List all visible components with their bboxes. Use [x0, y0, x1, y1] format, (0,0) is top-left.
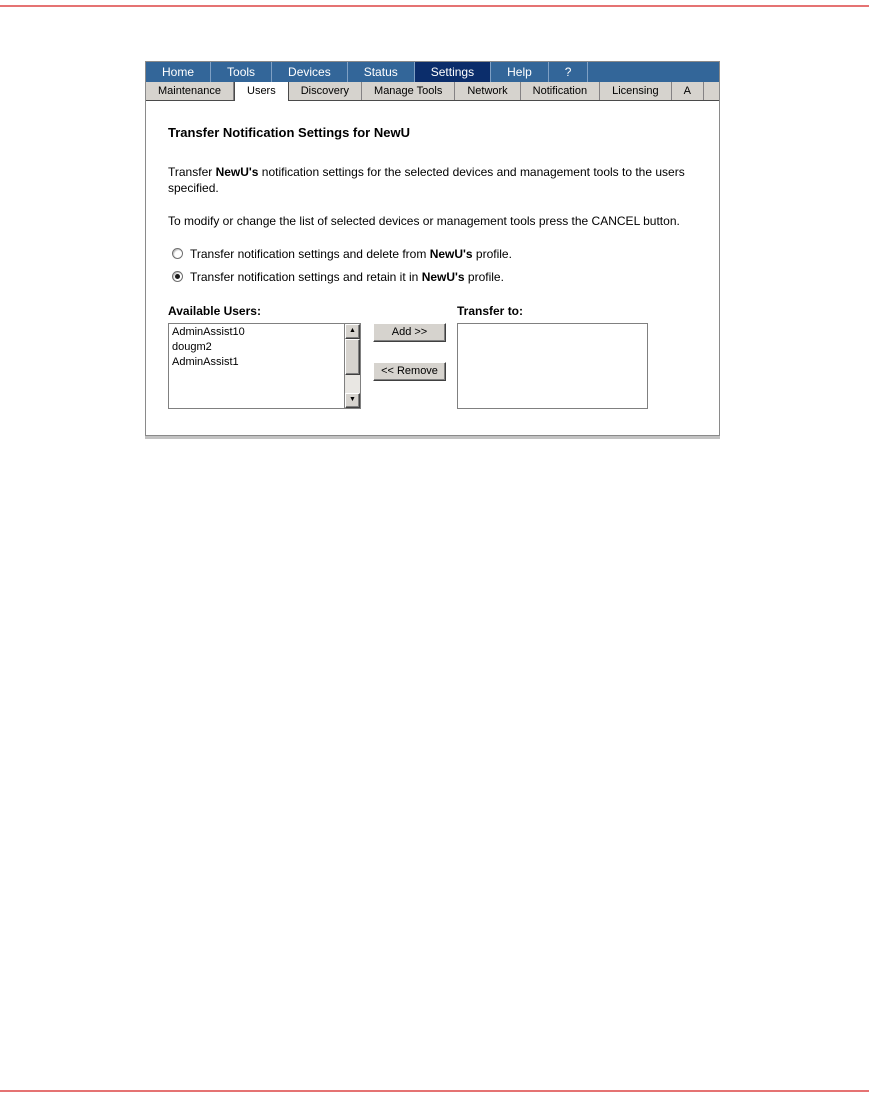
list-item[interactable]: dougm2: [172, 340, 212, 353]
transfer-buttons-column: [373, 304, 446, 381]
nav-tab-tools[interactable]: Tools: [211, 62, 272, 82]
intro-paragraph: Transfer NewU's notification settings for the selected devices and management tools to the users specified.: [168, 165, 685, 196]
listbox-scrollbar[interactable]: [344, 324, 360, 408]
nav-tab-status[interactable]: Status: [348, 62, 415, 82]
top-divider: [0, 5, 869, 7]
nav-tab-home[interactable]: Home: [146, 62, 211, 82]
subnav-tab-discovery[interactable]: Discovery: [289, 82, 362, 100]
available-users-listbox[interactable]: [168, 323, 361, 409]
list-item[interactable]: AdminAssist1: [172, 355, 239, 368]
radio-retain-icon[interactable]: [172, 271, 183, 282]
transfer-mode-radio-group: [168, 247, 697, 284]
nav-tab-devices[interactable]: Devices: [272, 62, 348, 82]
subnav-tab-network[interactable]: Network: [455, 82, 520, 100]
scrollbar-track[interactable]: [345, 375, 360, 393]
subnav-tab-truncated[interactable]: A: [672, 82, 704, 100]
scrollbar-thumb[interactable]: [345, 339, 360, 375]
radio-delete-from-profile[interactable]: [172, 247, 697, 261]
bottom-divider: [0, 1090, 869, 1092]
transfer-to-listbox[interactable]: [457, 323, 648, 409]
settings-content: [146, 101, 719, 435]
transfer-lists-row: [168, 304, 697, 409]
radio-delete-label: Transfer notification settings and delete from NewU's profile.: [190, 246, 512, 261]
radio-retain-in-profile[interactable]: [172, 270, 697, 284]
nav-tab-help[interactable]: Help: [491, 62, 549, 82]
primary-nav: [146, 62, 719, 82]
page-title: Transfer Notification Settings for NewU: [168, 125, 410, 140]
subnav-tab-users[interactable]: Users: [234, 82, 289, 101]
remove-button[interactable]: << Remove: [373, 362, 446, 381]
subnav-tab-maintenance[interactable]: Maintenance: [146, 82, 234, 100]
list-item[interactable]: AdminAssist10: [172, 325, 245, 338]
subnav-tab-manage-tools[interactable]: Manage Tools: [362, 82, 455, 100]
nav-filler: [588, 62, 719, 82]
secondary-nav: [146, 82, 719, 101]
scroll-up-icon[interactable]: ▲: [345, 324, 360, 339]
cancel-note-paragraph: To modify or change the list of selected devices or management tools press the CANCEL button.: [168, 214, 680, 229]
subnav-tab-licensing[interactable]: Licensing: [600, 82, 671, 100]
available-users-label: Available Users:: [168, 303, 261, 318]
available-users-items: [169, 324, 344, 408]
transfer-to-label: Transfer to:: [457, 303, 524, 318]
nav-tab-settings[interactable]: Settings: [415, 62, 491, 82]
transfer-to-items: [458, 324, 647, 408]
subnav-tab-notification[interactable]: Notification: [521, 82, 600, 100]
scroll-down-icon[interactable]: ▼: [345, 393, 360, 408]
available-users-column: [168, 304, 361, 409]
nav-tab-question[interactable]: ?: [549, 62, 589, 82]
webjetadmin-panel: [145, 61, 720, 436]
transfer-to-column: [457, 304, 648, 409]
add-button[interactable]: Add >>: [373, 323, 446, 342]
radio-retain-label: Transfer notification settings and retain it in NewU's profile.: [190, 269, 504, 284]
radio-delete-icon[interactable]: [172, 248, 183, 259]
